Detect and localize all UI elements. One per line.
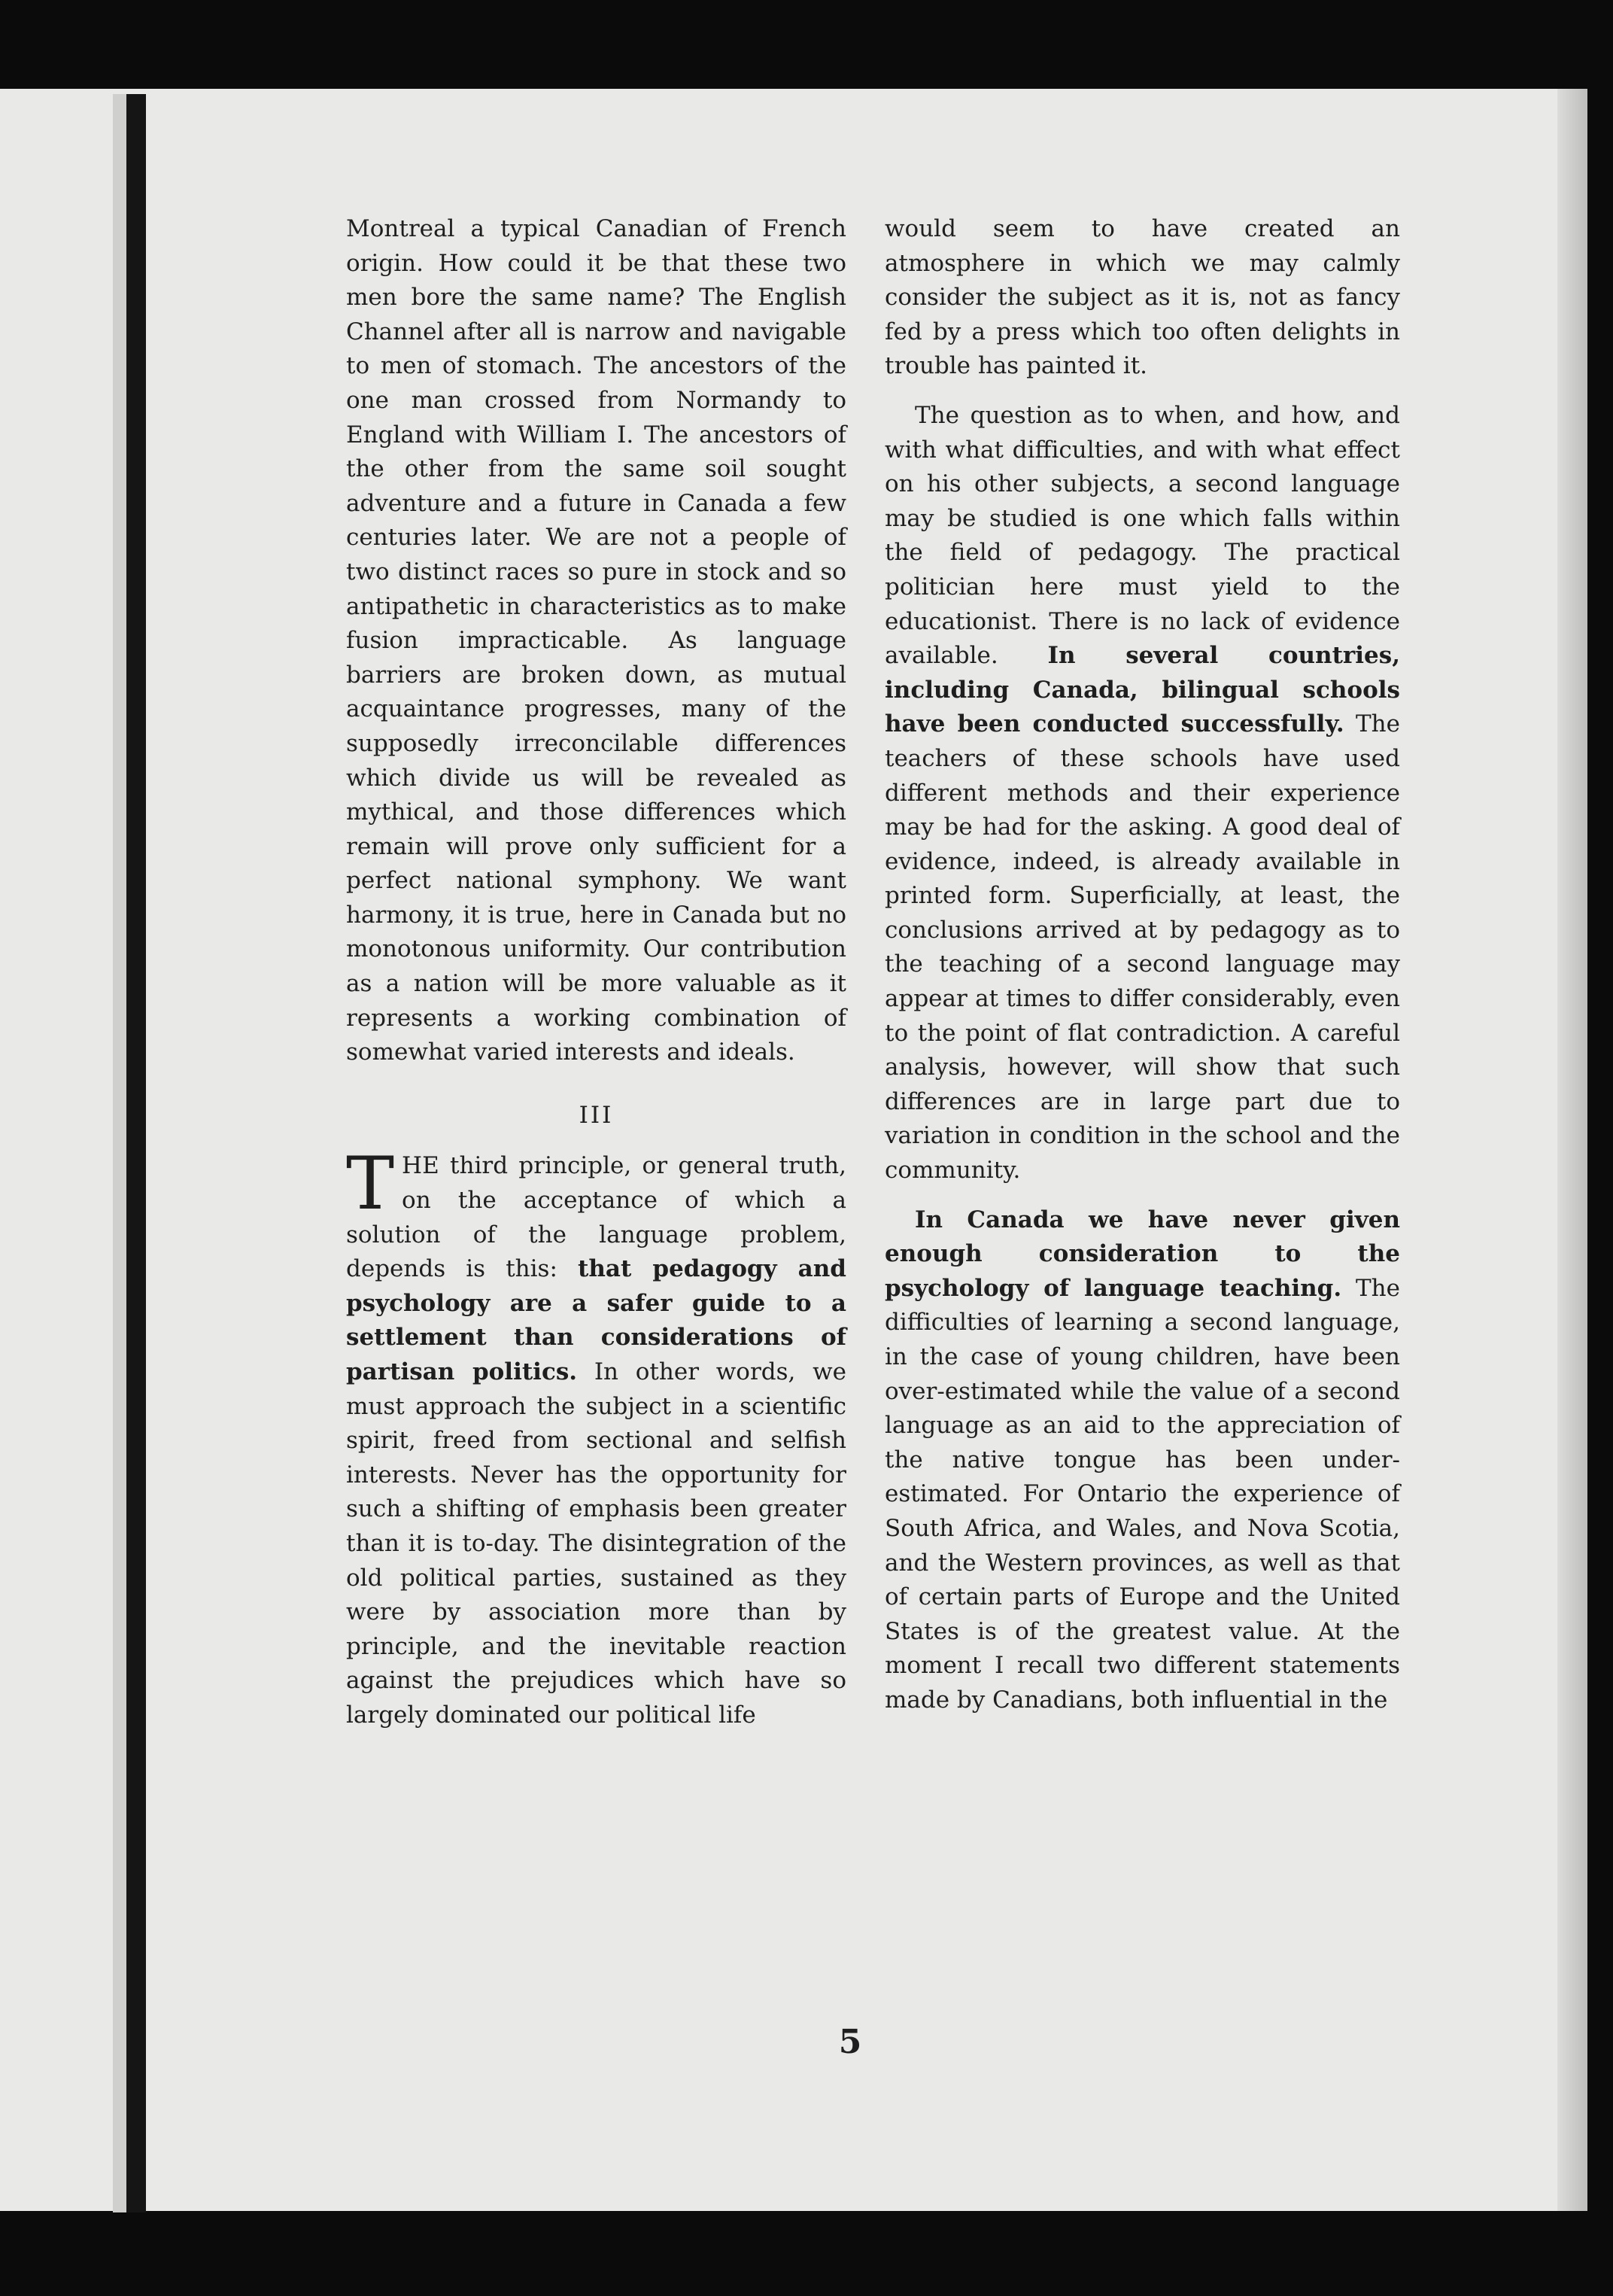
principle-text-end: In other words, we must approach the subject in a scientific spirit, freed from sectional and selfish interests. Never has the opportunity for such a shifting of emphasis been greater than it is to-day. The disintegration of the old political parties, sustained as they were by association more than by principle, and the inevitable reaction against the prejudices which have so largely dominated our political life	[346, 1358, 846, 1729]
right-paragraph-3	[885, 1203, 1400, 1718]
principle-bold-text: that pedagogy and psychology are a safer guide to a settlement than considerations of partisan politics.	[346, 1255, 846, 1385]
left-column	[346, 212, 846, 1733]
principle-text-start: HE third principle, or general truth, on the acceptance of which a solution of the language problem, depends is this:	[346, 1152, 846, 1283]
drop-cap: T	[346, 1142, 395, 1227]
right-column	[885, 212, 1400, 1718]
right-paragraph-2	[885, 399, 1400, 1188]
left-paragraph-2	[346, 1142, 846, 1732]
pedagogy-text-end: The teachers of these schools have used different methods and their experience may be had for the asking. A good deal of evidence, indeed, is already available in printed form. Superficially, at least, the conclusions arrived at by pedagogy as to the teaching of a second language may appear at times to differ considerably, even to the point of flat contradiction. A careful analysis, however, will show that such differences are in large part due to variation in condition in the school and the community.	[885, 710, 1400, 1184]
book-binding	[126, 94, 146, 2212]
psychology-text-end: The difficulties of learning a second language, in the case of young children, have been over-estimated while the value of a second language as an aid to the appreciation of the native tongue has been under-estimated. For Ontario the experience of South Africa, and Wales, and Nova Scotia, and the Western provinces, as well as that of certain parts of Europe and the United States is of the greatest value. At the moment I recall two different statements made by Canadians, both influential in the	[885, 1274, 1400, 1714]
section-heading: III	[579, 1101, 614, 1129]
pedagogy-text-start: The question as to when, and how, and with what difficulties, and with what effect on his other subjects, a second language may be studied is one which falls within the field of pedagogy. The practical politician here must yield to the educationist. There is no lack of evidence available.	[885, 401, 1400, 670]
page-number: 5	[838, 2023, 862, 2061]
psychology-bold-text: In Canada we have never given enough consideration to the psychology of language teaching.	[885, 1206, 1400, 1302]
page-gutter-shadow	[113, 94, 126, 2212]
bilingual-schools-bold-text: In several countries, including Canada, bilingual schools have been conducted successfully.	[885, 642, 1400, 738]
right-paragraph-1: would seem to have created an atmosphere in which we may calmly consider the subject as it is, not as fancy fed by a press which too often delights in trouble has painted it.	[885, 215, 1400, 380]
left-paragraph-1: Montreal a typical Canadian of French origin. How could it be that these two men bore the same name? The English Channel after all is narrow and navigable to men of stomach. The ancestors of the one man crossed from Normandy to England with William I. The ancestors of the other from the same soil sought adventure and a future in Canada a few centuries later. We are not a people of two distinct races so pure in stock and so antipathetic in characteristics as to make fusion impracticable. As language barriers are broken down, as mutual acquaintance progresses, many of the supposedly irreconcilable differences which divide us will be revealed as mythical, and those differences which remain will prove only sufficient for a perfect national symphony. We want harmony, it is true, here in Canada but no monotonous uniformity. Our contribution as a nation will be more valuable as it represents a working combination of somewhat varied interests and ideals.	[346, 215, 846, 1066]
